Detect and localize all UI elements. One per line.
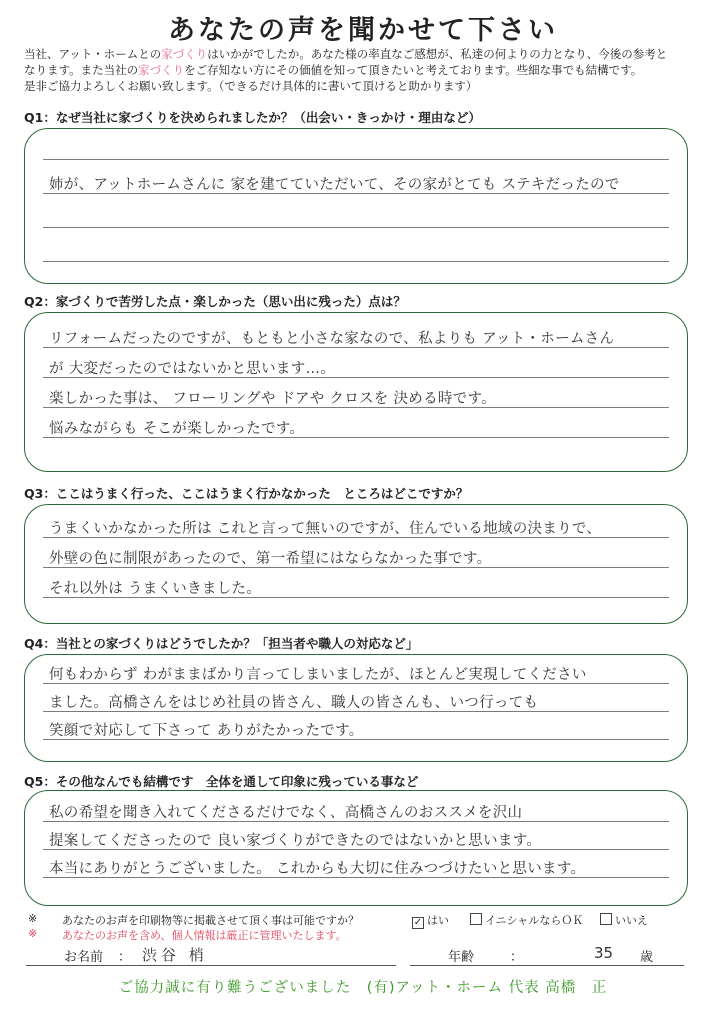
name-label: お名前: [64, 950, 104, 965]
name-separator: ：: [118, 950, 132, 965]
privacy-mark: ※: [28, 927, 38, 940]
q4-answer-line: ました。高橋さんをはじめ社員の皆さん、職人の皆さんも、いつ行っても: [49, 695, 539, 711]
age-unit: 歳: [640, 950, 654, 965]
q5-question: Q5：その他なんでも結構です 全体を通して印象に残っている事など: [24, 774, 419, 789]
intro-line-3: 是非ご協力よろしくお願い致します。（できるだけ具体的に書いて頂けると助かります）: [24, 79, 478, 93]
privacy-notice: あなたのお声を含め、個人情報は厳正に管理いたします。: [62, 929, 347, 942]
intro-text: [24, 46, 704, 94]
q4-answer-line: 何もわからず わがままばかり言ってしまいましたが、ほとんど実現してください: [49, 667, 587, 683]
q2-question: Q2：家づくりで苦労した点・楽しかった（思い出に残った）点は？: [24, 294, 406, 309]
q2-answer-box: [24, 312, 688, 472]
q5-answer-box: [24, 790, 688, 906]
checkbox-no[interactable]: [600, 913, 612, 925]
age-field[interactable]: [410, 944, 684, 966]
option-initial-ok[interactable]: イニシャルならＯＫ: [470, 912, 583, 928]
q3-answer-line: うまくいかなかった所は これと言って無いのですが、住んでいる地域の決まりで、: [49, 521, 602, 537]
permission-mark: ※: [28, 912, 38, 925]
q5-answer-line: 提案してくださったので 良い家づくりができたのではないかと思います。: [49, 833, 542, 849]
q1-answer-box: [24, 128, 688, 284]
checkbox-yes[interactable]: ✓: [413, 917, 423, 928]
q3-answer-box: [24, 504, 688, 624]
age-value: 35: [594, 944, 614, 962]
q3-answer-line: 外壁の色に制限があったので、第一希望にはならなかった事です。: [49, 551, 492, 567]
q3-answer-line: それ以外は うまくいきました。: [49, 581, 262, 597]
intro-line-2: なります。また当社の家づくりをご存知ない方にその価値を知って頂きたいと考えております。些細な事でも結構です。: [24, 63, 643, 77]
name-value: 渋谷 梢: [142, 946, 208, 964]
age-separator: ：: [510, 950, 524, 965]
page-title: あなたの声を聞かせて下さい: [168, 15, 558, 46]
option-no[interactable]: いいえ: [600, 912, 648, 928]
q4-answer-box: [24, 654, 688, 762]
q2-answer-line: 悩みながらも そこが楽しかったです。: [49, 421, 305, 437]
q5-answer-line: 私の希望を聞き入れてくださるだけでなく、高橋さんのおススメを沢山: [49, 805, 523, 821]
q4-question: Q4：当社との家づくりはどうでしたか？「担当者や職人の対応など」: [24, 636, 419, 651]
q2-answer-line: リフォームだったのですが、もともと小さな家なので、私よりも アット・ホームさん: [49, 331, 615, 347]
intro-line-1: 当社、アット・ホームとの家づくりはいかがでしたか。あなた様の率直なご感想が、私達の何よりの力となり、今後の参考と: [24, 47, 668, 61]
q5-answer-line: 本当にありがとうございました。 これからも大切に住みつづけたいと思います。: [49, 861, 586, 877]
q1-answer-line: 姉が、アットホームさんに 家を建てていただいて、その家がとても ステキだったので: [49, 177, 620, 193]
q2-answer-line: が 大変だったのではないかと思います…。: [49, 361, 336, 377]
q4-answer-line: 笑顔で対応して下さって ありがたかったです。: [49, 723, 364, 739]
checkbox-initial-ok[interactable]: [470, 913, 482, 925]
age-label: 年齢: [448, 950, 475, 965]
permission-question: あなたのお声を印刷物等に掲載させて頂く事は可能ですか？: [62, 914, 359, 927]
option-yes[interactable]: ✓ はい: [413, 914, 449, 928]
name-field[interactable]: [26, 944, 396, 966]
q2-answer-line: 楽しかった事は、 フローリングや ドアや クロスを 決める時です。: [49, 391, 496, 407]
thanks-message: ご協力誠に有り難うございました (有)アット・ホーム 代表 高橋 正: [118, 980, 608, 996]
q1-question: Q1：なぜ当社に家づくりを決められましたか？（出会い・きっかけ・理由など）: [24, 110, 481, 125]
q3-question: Q3：ここはうまく行った、ここはうまく行かなかった ところはどこですか？: [24, 486, 469, 501]
